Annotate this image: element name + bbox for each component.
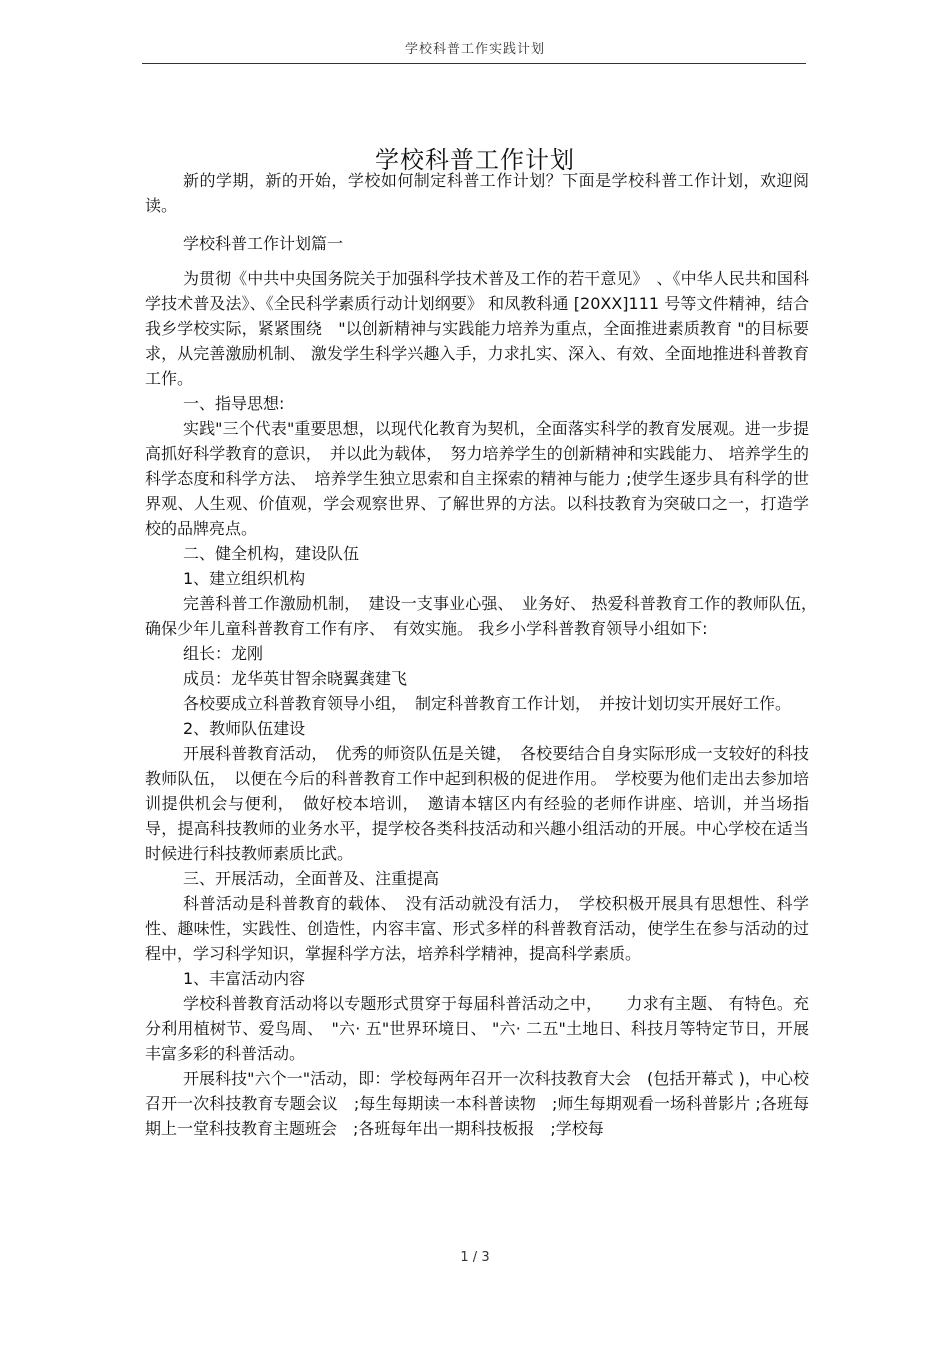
body-paragraph: 各校要成立科普教育领导小组， 制定科普教育工作计划， 并按计划切实开展好工作。 [183,694,792,713]
running-header: 学校科普工作实践计划 [404,42,545,57]
subsection-heading: 2、教师队伍建设 [183,719,306,738]
document-title: 学校科普工作计划 [375,146,575,175]
body-paragraph: 科普活动是科普教育的载体、 没有活动就没有活力， 学校积极开展具有思想性、科学性、趣味性，实践性、创造性，内容丰富、形式多样的科普教育活动，使学生在参与活动的过程中，学习科学知识，掌握科学方法，培养科学精神，提高科学素质。 [145,894,809,963]
subsection-heading: 1、丰富活动内容 [183,969,306,988]
body-paragraph: 成员：龙华英甘智余晓翼龚建飞 [183,669,408,688]
body-paragraph: 学校科普教育活动将以专题形式贯穿于每届科普活动之中， 力求有主题、 有特色。充分利用植树节、爱鸟周、 "六· 五"世界环境日、 "六· 二五"土地日、科技月等特定节日，开展丰富多彩的科普活动。 [145,994,809,1063]
body-paragraph: 实践"三个代表"重要思想，以现代化教育为契机，全面落实科学的教育发展观。进一步提高抓好科学教育的意识， 并以此为载体， 努力培养学生的创新精神和实践能力、 培养学生的科学态度和科学方法、 培养学生独立思索和自主探索的精神与能力 ;使学生逐步具有科学的世界观、人生观、价值观，学会观察世界、了解世界的方法。以科技教育为突破口之一，打造学校的品牌亮点。 [145,419,809,538]
body-paragraph: 组长：龙刚 [183,644,264,663]
body-paragraph: 为贯彻《中共中央国务院关于加强科学技术普及工作的若干意见》 、《中华人民共和国科学技术普及法》、《全民科学素质行动计划纲要》 和凤教科通 [20XX]111 号等文件精神，结合我乡学校实际，紧紧围绕 "以创新精神与实践能力培养为重点，全面推进素质教育 "的目标要求，从完善激励机制、 激发学生科学兴趣入手，力求扎实、深入、有效、全面地推进科普教育工作。 [145,269,809,388]
section-heading: 二、健全机构，建设队伍 [183,544,360,563]
subsection-heading: 1、建立组织机构 [183,569,306,588]
header-divider [142,63,806,64]
body-paragraph: 完善科普工作激励机制， 建设一支事业心强、 业务好、 热爱科普教育工作的教师队伍， 确保少年儿童科普教育工作有序、 有效实施。 我乡小学科普教育领导小组如下: [145,594,826,638]
body-paragraph: 开展科普教育活动， 优秀的师资队伍是关键， 各校要结合自身实际形成一支较好的科技教师队伍， 以便在今后的科普教育工作中起到积极的促进作用。 学校要为他们走出去参加培训提供机会与便利， 做好校本培训， 邀请本辖区内有经验的老师作讲座、培训，并当场指导，提高科技教师的业务水平，提学校各类科技活动和兴趣小组活动的开展。中心学校在适当时候进行科技教师素质比武。 [145,744,809,863]
section-heading: 学校科普工作计划篇一 [183,234,344,253]
intro-paragraph: 新的学期，新的开始，学校如何制定科普工作计划？下面是学校科普工作计划，欢迎阅读。 [145,171,809,215]
section-heading: 一、指导思想: [183,394,285,413]
body-paragraph: 开展科技"六个一"活动，即：学校每两年召开一次科技教育大会 (包括开幕式 )，中心校召开一次科技教育专题会议 ;每生每期读一本科普读物 ;师生每期观看一场科普影片 ;各班每期上一堂科技教育主题班会 ;各班每年出一期科技板报 ;学校每 [145,1069,809,1138]
page-number: 1 / 3 [460,1250,490,1265]
document-body [145,168,826,1141]
section-heading: 三、开展活动，全面普及、注重提高 [183,869,440,888]
